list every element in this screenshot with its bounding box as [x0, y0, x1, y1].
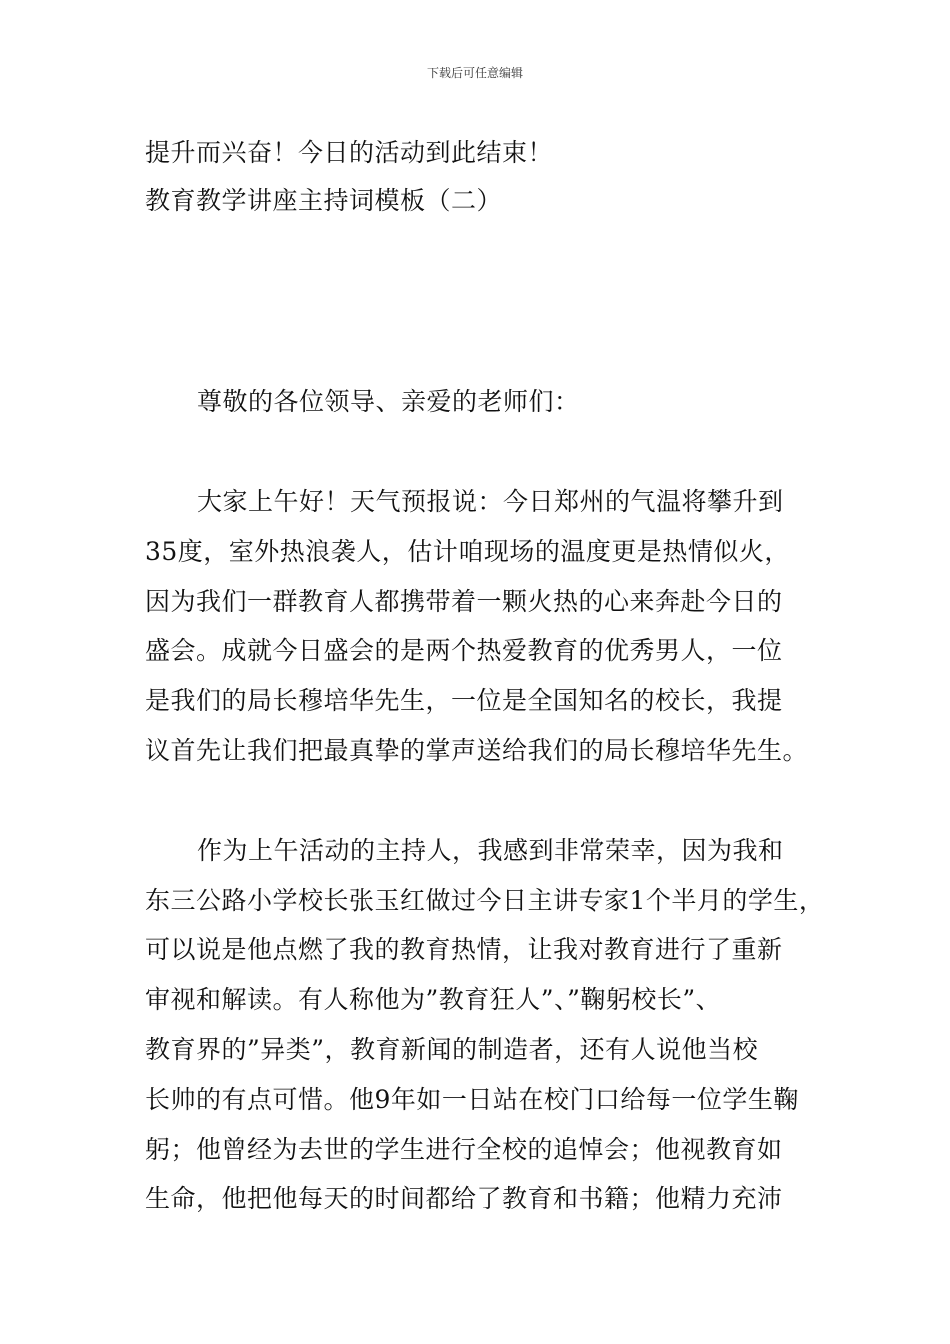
paragraph-line: 生命，他把他每天的时间都给了教育和书籍；他精力充沛	[145, 1184, 783, 1213]
paragraph-line: 东三公路小学校长张玉红做过今日主讲专家1个半月的学生，	[145, 886, 825, 915]
paragraph-line: 长帅的有点可惜。他9年如一日站在校门口给每一位学生鞠	[145, 1085, 799, 1114]
paragraph-line: 35度，室外热浪袭人，估计咱现场的温度更是热情似火，	[145, 537, 790, 566]
text-line: 提升而兴奋！今日的活动到此结束！	[145, 138, 554, 167]
paragraph-line: 是我们的局长穆培华先生，一位是全国知名的校长，我提	[145, 686, 783, 715]
page-header: 下载后可任意编辑	[426, 66, 523, 80]
section-title: 教育教学讲座主持词模板（二）	[145, 186, 503, 215]
paragraph-line: 因为我们一群教育人都携带着一颗火热的心来奔赴今日的	[145, 587, 783, 616]
paragraph-line: 大家上午好！天气预报说：今日郑州的气温将攀升到	[197, 487, 784, 516]
salutation: 尊敬的各位领导、亲爱的老师们：	[197, 387, 580, 416]
paragraph-line: 教育界的”异类”，教育新闻的制造者，还有人说他当校	[145, 1035, 759, 1064]
paragraph-line: 盛会。成就今日盛会的是两个热爱教育的优秀男人，一位	[145, 636, 783, 665]
paragraph-line: 躬；他曾经为去世的学生进行全校的追悼会；他视教育如	[145, 1135, 783, 1164]
paragraph-line: 审视和解读。有人称他为”教育狂人”、”鞠躬校长”、	[145, 985, 722, 1014]
paragraph-line: 议首先让我们把最真挚的掌声送给我们的局长穆培华先生。	[145, 736, 809, 765]
paragraph-line: 可以说是他点燃了我的教育热情，让我对教育进行了重新	[145, 935, 783, 964]
paragraph-line: 作为上午活动的主持人，我感到非常荣幸，因为我和	[197, 836, 784, 865]
